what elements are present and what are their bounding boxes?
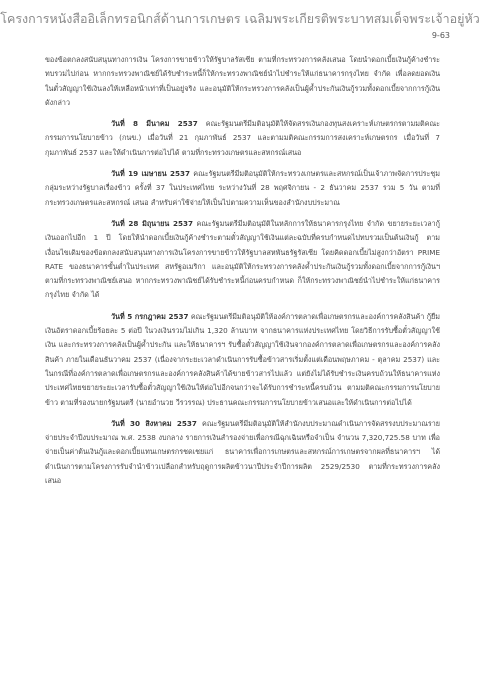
paragraph-text: คณะรัฐมนตรีมีมติอนุมัติให้จัดสรรเงินกองทุนสงเคราะห์เกษตรกรตามมติคณะกรรมการนโยบายข้าว (กนข.) เมื่อวันที่ 21 กุมภาพันธ์ 2537 และตามมติคณะกรรมการสงเคราะห์เกษตรกร เมื่อวันที่ 7 กุมภาพันธ์ 2537 และให้ดำเนินการต่อไปได้ ตามที่กระทรวงเกษตรและสหกรณ์เสนอ [45,119,440,157]
paragraph-resolution [45,117,440,160]
paragraph-resolution [45,167,440,210]
paragraph-resolution [45,310,440,410]
resolution-date: วันที่ 19 เมษายน 2537 [111,169,191,179]
paragraph-continuation [45,53,440,110]
page-number: 9-63 [431,31,450,40]
paragraph-text: ของข้อตกลงสนับสนุนทางการเงิน โครงการขายข้าวให้รัฐบาลรัสเซีย ตามที่กระทรวงการคลังเสนอ โดยนำดอกเบี้ยเงินกู้ค้างชำระทบรวมไปก่อน หากกระทรวงพาณิชย์ได้รับชำระหนี้ก็ให้กระทรวงพาณิชย์นำไปชำระให้แก่ธนาคารกรุงไทย จำกัด เพื่อลดยอดเงินในตั๋วสัญญาใช้เงินลงให้เหลือหน้าเท่าที่เป็นอยู่จริง และอนุมัติให้กระทรวงการคลังเป็นผู้ค้ำประกันเงินกู้รวมทั้งดอกเบี้ยจากการกู้เงินดังกล่าว [45,55,440,107]
document-header: โครงการหนังสืออิเล็กทรอนิกส์ด้านการเกษตร เฉลิมพระเกียรติพระบาทสมเด็จพระเจ้าอยู่หัว [0,11,480,26]
paragraph-text: คณะรัฐมนตรีมีมติอนุมัติให้สำนักงบประมาณดำเนินการจัดสรรงบประมาณรายจ่ายประจำปีงบประมาณ พ.ศ. 2538 งบกลาง รายการเงินสำรองจ่ายเพื่อกรณีฉุกเฉินหรือจำเป็น จำนวน 7,320,725.58 บาท เพื่อจ่ายเป็นค่าต้นเงินกู้และดอกเบี้ยแทนเกษตรกรชดเชยแก่ ธนาคารเพื่อการเกษตรและสหกรณ์การเกษตรจากผลที่ธนาคารฯ ได้ดำเนินการตามโครงการรับจำนำข้าวเปลือกสำหรับฤดูการผลิตข้าวนาปีประจำปีการผลิต 2529/2530 ตามที่กระทรวงการคลังเสนอ [45,418,440,486]
resolution-date: วันที่ 5 กรกฎาคม 2537 [111,311,189,321]
resolution-date: วันที่ 30 สิงหาคม 2537 [111,418,197,428]
paragraph-text: คณะรัฐมนตรีมีมติอนุมัติในหลักการให้ธนาคารกรุงไทย จำกัด ขยายระยะเวลากู้เงินออกไปอีก 1 ปี โดยให้นำดอกเบี้ยเงินกู้ค้างชำระตามตั๋วสัญญาใช้เงินแต่ละฉบับที่ครบกำหนดไปทบรวมเป็นต้นเงินกู้ ตามเงื่อนไขเดิมของข้อตกลงสนับสนุนทางการเงินโครงการขายข้าวให้รัฐบาลสหพันธรัฐรัสเซีย โดยคิดดอกเบี้ยไม่สูงกว่าอัตรา PRIME RATE ของธนาคารขั้นต่ำในประเทศ สหรัฐอเมริกา และอนุมัติให้กระทรวงการคลังค้ำประกันเงินกู้รวมทั้งดอกเบี้ยจากการกู้เงินฯ ตามที่กระทรวงพาณิชย์เสนอ หากกระทรวงพาณิชย์ได้รับชำระหนี้ก่อนครบกำหนด ก็ให้กระทรวงพาณิชย์นำไปชำระให้แก่ธนาคารกรุงไทย จำกัด ได้ [45,218,440,300]
paragraph-text: คณะรัฐมนตรีมีมติอนุมัติให้กระทรวงเกษตรและสหกรณ์เป็นเจ้าภาพจัดการประชุมกลุ่มระหว่างรัฐบาลเรื่องข้าว ครั้งที่ 37 ในประเทศไทย ระหว่างวันที่ 28 พฤศจิกายน - 2 ธันวาคม 2537 รวม 5 วัน ตามที่กระทรวงเกษตรและสหกรณ์ เสนอ สำหรับค่าใช้จ่ายให้เป็นไปตามความเห็นของสำนักงบประมาณ [45,169,441,207]
document-body [45,53,440,495]
paragraph-text: คณะรัฐมนตรีมีมติอนุมัติให้องค์การตลาดเพื่อเกษตรกรและองค์การคลังสินค้า กู้ยืมเงินอัตราดอกเบี้ยร้อยละ 5 ต่อปี ในวงเงินรวมไม่เกิน 1,320 ล้านบาท จากธนาคารแห่งประเทศไทย โดยวิธีการรับซื้อตั๋วสัญญาใช้เงิน และกระทรวงการคลังเป็นผู้ค้ำประกัน และให้ธนาคารฯ รับซื้อตั๋วสัญญาใช้เงินจากองค์การตลาดเพื่อเกษตรกรและองค์การคลังสินค้า ภายในเดือนธันวาคม 2537 (เนื่องจากระยะเวลาดำเนินการรับซื้อข้าวสารเริ่มตั้งแต่เดือนพฤษภาคม - ตุลาคม 2537) และในกรณีที่องค์การตลาดเพื่อเกษตรกรและองค์การคลังสินค้าได้ขายข้าวสารไปแล้ว แต่ยังไม่ได้รับชำระเงินครบถ้วนให้ธนาคารแห่งประเทศไทยขยายระยะเวลารับซื้อตั๋วสัญญาใช้เงินให้ต่อไปอีกจนกว่าจะได้รับการชำระหนี้ครบถ้วน ตามมติคณะกรรมการนโยบายข้าว ตามที่รองนายกรัฐมนตรี (นายอำนวย วีรวรรณ) ประธานคณะกรรมการนโยบายข้าวเสนอและให้ดำเนินการต่อไปได้ [45,311,441,407]
paragraph-resolution [45,217,440,303]
resolution-date: วันที่ 8 มีนาคม 2537 [111,119,198,129]
resolution-date: วันที่ 28 มิถุนายน 2537 [111,218,193,228]
paragraph-resolution [45,417,440,488]
